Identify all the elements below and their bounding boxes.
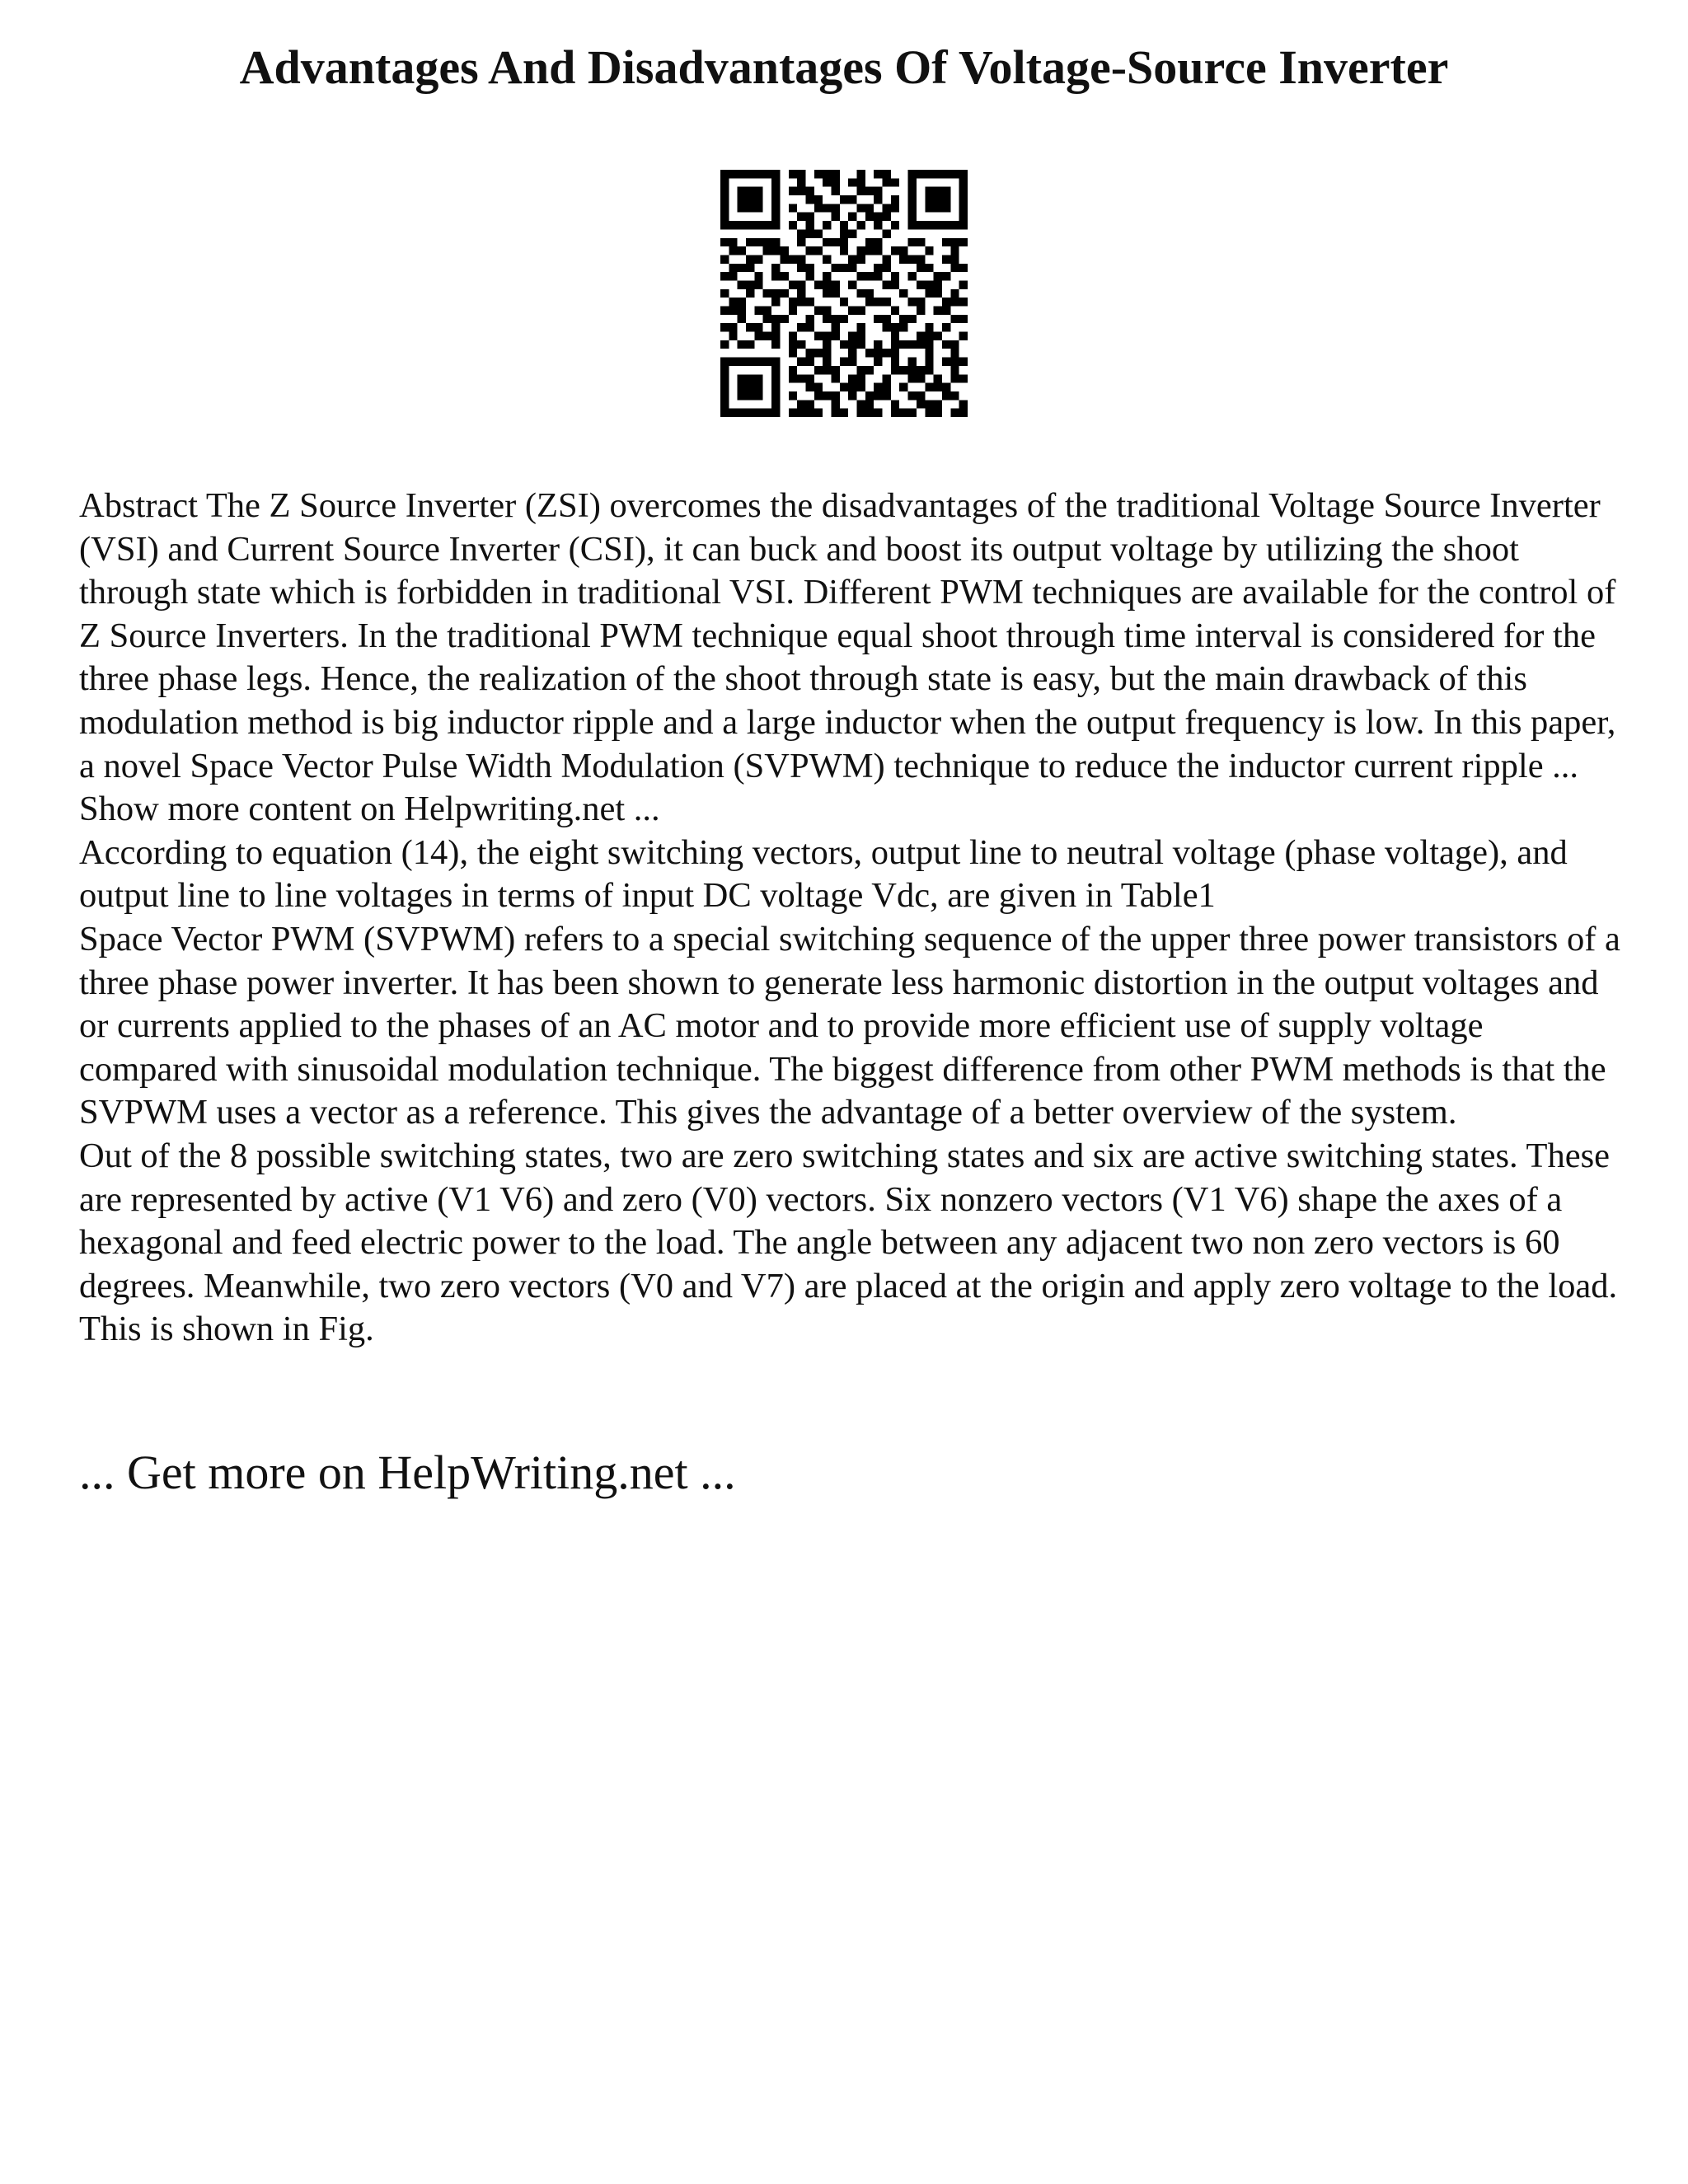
qr-code-icon (720, 170, 968, 417)
paragraph-svpwm: Space Vector PWM (SVPWM) refers to a special switching sequence of the upper three power transistors of a three phase power inverter. It has been shown to generate less harmonic distortion in the output voltages and or currents applied to the phases of an AC motor and to provide more efficient use of supply voltage compared with sinusoidal modulation technique. The biggest difference from other PWM methods is that the SVPWM uses a vector as a reference. This gives the advantage of a better overview of the system. (79, 919, 1620, 1132)
paragraph-equation: According to equation (14), the eight switching vectors, output line to neutral voltage (phase voltage), and output line to line voltages in terms of input DC voltage Vdc, are given in Table1 (79, 832, 1568, 916)
paragraph-switching-states: Out of the 8 possible switching states, two are zero switching states and six are active switching states. These are represented by active (V1 V6) and zero (V0) vectors. Six nonzero vectors (V1 V6) shape the axes of a hexagonal and feed electric power to the load. The angle between any adjacent two non zero vectors is 60 degrees. Meanwhile, two zero vectors (V0 and V7) are placed at the origin and apply zero voltage to the load. This is shown in Fig. (79, 1136, 1618, 1349)
paragraph-abstract: Abstract The Z Source Inverter (ZSI) overcomes the disadvantages of the traditional Voltage Source Inverter (VSI) and Current Source Inverter (CSI), it can buck and boost its output voltage by utilizing the shoot through state which is forbidden in traditional VSI. Different PWM techniques are available for the control of Z Source Inverters. In the traditional PWM technique equal shoot through time interval is considered for the three phase legs. Hence, the realization of the shoot through state is easy, but the main drawback of this modulation method is big inductor ripple and a large inductor when the output frequency is low. In this paper, a novel Space Vector Pulse Width Modulation (SVPWM) technique to reduce the inductor current ripple ... Show more content on Helpwriting.net ... (79, 486, 1616, 829)
article-body (79, 485, 1629, 1352)
get-more-link[interactable]: ... Get more on HelpWriting.net ... (79, 1446, 736, 1499)
page-title: Advantages And Disadvantages Of Voltage-Source Inverter (239, 40, 1449, 94)
